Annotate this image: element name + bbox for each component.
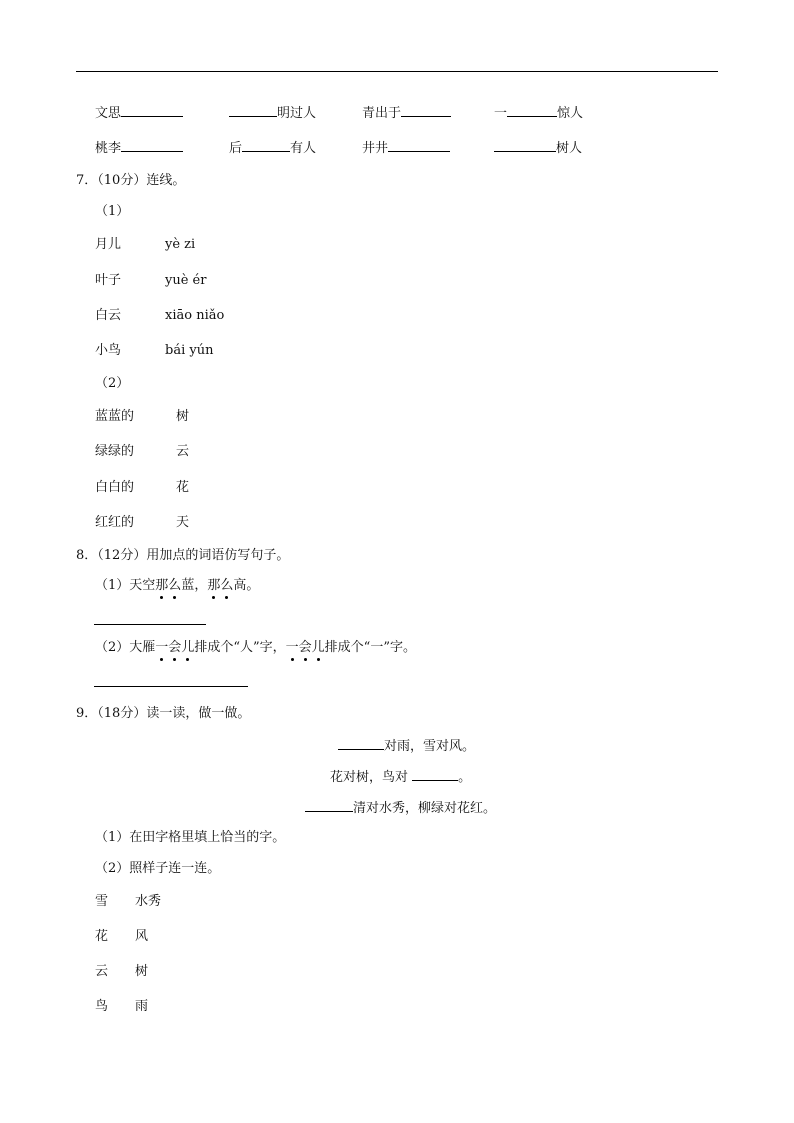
emphasis-dot-char: 儿	[311, 640, 325, 655]
q7-right-noun[interactable]: 云	[176, 444, 190, 459]
q7-right-pinyin[interactable]: yè zi	[165, 237, 196, 252]
header-rule	[76, 71, 718, 72]
q7-left-word[interactable]: 月儿	[95, 237, 122, 252]
idiom-item: 一 惊人	[494, 106, 584, 121]
q7-right-pinyin[interactable]: xiāo niǎo	[165, 308, 225, 323]
q7-part2-label: （2）	[95, 376, 130, 391]
blank[interactable]	[242, 139, 290, 152]
blank[interactable]	[229, 104, 277, 117]
idiom-item: 树人	[494, 139, 582, 157]
q7-left-adj[interactable]: 白白的	[95, 480, 135, 495]
blank[interactable]	[494, 139, 556, 152]
q9-sub-1: （1）在田字格里填上恰当的字。	[95, 830, 286, 845]
q7-left-adj[interactable]: 蓝蓝的	[95, 409, 135, 424]
blank[interactable]	[338, 737, 384, 750]
emphasis-dot-char: 会	[298, 640, 312, 655]
q9-left-char[interactable]: 云	[95, 964, 109, 979]
q9-right-word[interactable]: 水秀	[135, 894, 162, 909]
q7-left-word[interactable]: 叶子	[95, 273, 122, 288]
poem-line-3: 清对水秀，柳绿对花红。	[305, 799, 496, 817]
q7-left-adj[interactable]: 红红的	[95, 515, 135, 530]
idiom-item: 后 有人	[229, 141, 317, 156]
blank[interactable]	[305, 799, 353, 812]
q7-right-pinyin[interactable]: yuè ér	[165, 273, 207, 288]
emphasis-dot-char: 儿	[181, 640, 195, 655]
emphasis-dot-char: 一	[155, 640, 169, 655]
q7-title: 7．（10分）连线。	[76, 173, 186, 188]
emphasis-dot-char: 会	[168, 640, 182, 655]
q7-part1-label: （1）	[95, 204, 130, 219]
idiom-item: 井井	[362, 139, 450, 157]
idiom-item: 青出于	[362, 104, 451, 122]
emphasis-dot-char: 那	[155, 578, 169, 593]
q7-left-word[interactable]: 小鸟	[95, 343, 122, 358]
q7-left-adj[interactable]: 绿绿的	[95, 444, 135, 459]
q8-sentence-1: （1）天空那么蓝，那么高。	[95, 578, 260, 593]
q9-sub-2: （2）照样子连一连。	[95, 861, 221, 876]
q9-left-char[interactable]: 花	[95, 929, 109, 944]
idiom-item: 桃李	[95, 139, 183, 157]
q9-title: 9．（18分）读一读，做一做。	[76, 706, 251, 721]
idiom-item: 明过人	[229, 104, 316, 122]
q8-sentence-2: （2）大雁一会儿排成个“人”字，一会儿排成个“一”字。	[95, 640, 416, 655]
poem-line-2: 花对树，鸟对 。	[330, 770, 472, 785]
q9-left-char[interactable]: 雪	[95, 894, 109, 909]
q8-title: 8．（12分）用加点的词语仿写句子。	[76, 548, 290, 563]
emphasis-dot-char: 么	[168, 578, 182, 593]
emphasis-dot-char: 一	[285, 640, 299, 655]
q7-right-noun[interactable]: 天	[176, 515, 190, 530]
emphasis-dot-char: 那	[207, 578, 221, 593]
q9-right-word[interactable]: 风	[135, 929, 149, 944]
q7-right-noun[interactable]: 花	[176, 480, 190, 495]
blank[interactable]	[401, 104, 451, 117]
answer-line[interactable]	[94, 686, 248, 687]
blank[interactable]	[121, 139, 183, 152]
blank[interactable]	[388, 139, 450, 152]
q9-right-word[interactable]: 树	[135, 964, 149, 979]
blank[interactable]	[121, 104, 183, 117]
q7-right-pinyin[interactable]: bái yún	[165, 343, 214, 358]
emphasis-dot-char: 么	[220, 578, 234, 593]
q9-left-char[interactable]: 鸟	[95, 999, 109, 1014]
blank[interactable]	[507, 104, 557, 117]
poem-line-1: 对雨，雪对风。	[338, 737, 475, 755]
answer-line[interactable]	[94, 624, 206, 625]
q9-right-word[interactable]: 雨	[135, 999, 149, 1014]
idiom-item: 文思	[95, 104, 183, 122]
q7-left-word[interactable]: 白云	[95, 308, 122, 323]
q7-right-noun[interactable]: 树	[176, 409, 190, 424]
blank[interactable]	[412, 768, 458, 781]
